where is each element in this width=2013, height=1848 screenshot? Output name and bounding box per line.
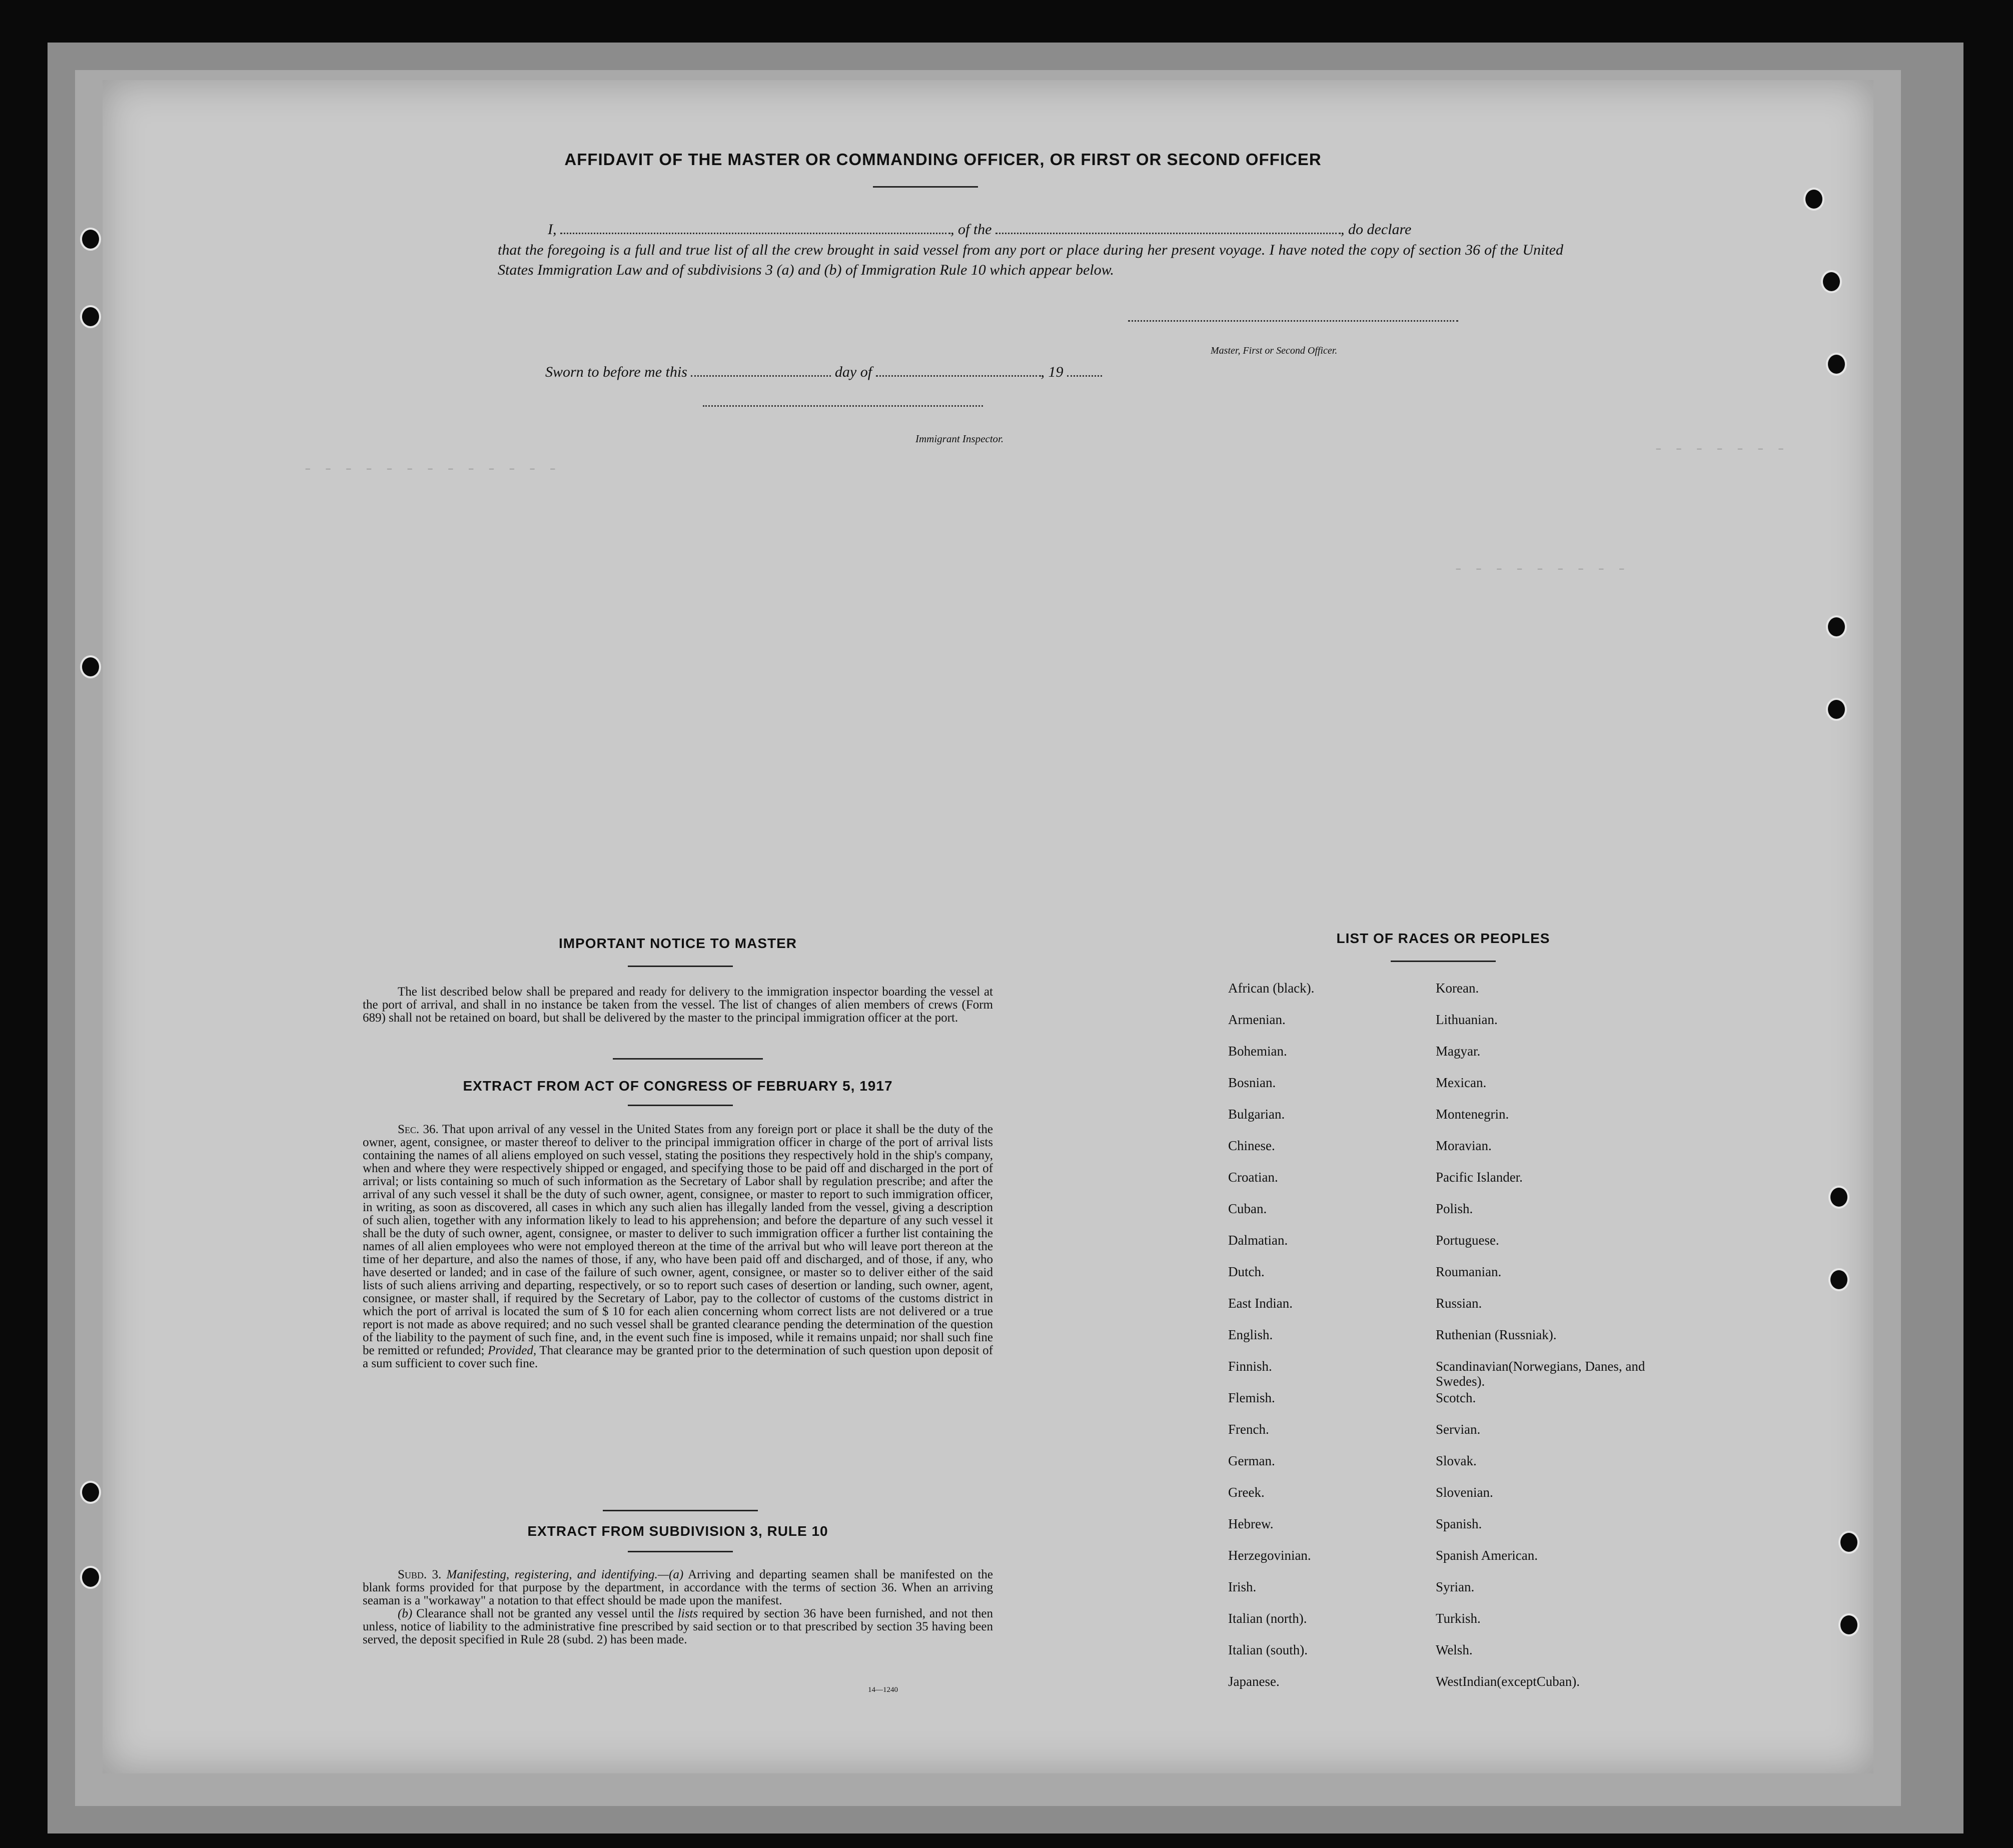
clause-b-lists: lists bbox=[677, 1607, 698, 1620]
race-item: Moravian. bbox=[1436, 1138, 1492, 1153]
race-item: Armenian. bbox=[1228, 1012, 1286, 1027]
clause-b-text-2: required by section 36 have been furnished, and not then unless, notice of liability to the administrative fine prescribed by said section or to that prescribed by section 35 having been served, the deposit specified in Rule 28 (subd. 2) has been made. bbox=[363, 1607, 993, 1646]
binder-hole bbox=[1803, 188, 1824, 211]
binder-hole bbox=[1838, 1613, 1859, 1636]
race-item: Chinese. bbox=[1228, 1138, 1275, 1153]
label-of-the: , of the bbox=[950, 221, 992, 238]
race-item: Bohemian. bbox=[1228, 1044, 1287, 1059]
rule-text bbox=[363, 1568, 993, 1646]
binder-hole bbox=[80, 1566, 101, 1589]
divider bbox=[873, 186, 978, 188]
section-36-text: That upon arrival of any vessel in the United States from any foreign port or place it shall be the duty of the owner, agent, consignee, or master thereof to deliver to the principal immigration officer in charge of the port of arrival lists containing the names of all aliens employed on such vessel, stating the positions they respectively hold in the ship's company, when and where they were respectively shipped or engaged, and specifying those to be paid off and discharged in the port of arrival; or lists containing so much of such information as the Secretary of Labor shall by regulation prescribe; and after the arrival of any such vessel it shall be the duty of such owner, agent, consignee, or master to report to such immigration officer, in writing, as soon as discovered, all cases in which any such alien has illegally landed from the vessel, giving a description of such alien, together with any information likely to lead to his apprehension; and before the departure of any such vessel it shall be the duty of such owner, agent, consignee, or master to deliver to such immigration officer a further list containing the names of all alien employees who were not employed thereon at the time of the arrival but who will leave port thereon at the time of her departure, and also the names of those, if any, who have been paid off and discharged, and of those, if any, who have deserted or landed; and in case of the failure of such owner, agent, consignee, or master so to deliver either of the said lists of such aliens arriving and departing, respectively, or so to report such cases of desertion or landing, such owner, agent, consignee, or master shall, if required by the Secretary of Labor, pay to the collector of customs of the customs district in which the port of arrival is located the sum of $ 10 for each alien concerning whom correct lists are not delivered or a true report is not made as above required; and no such vessel shall be granted clearance pending the determination of the question of the liability to the payment of such fine, and, in the event such fine is imposed, while it remains unpaid; nor shall such fine be remitted or refunded; bbox=[363, 1123, 993, 1357]
divider bbox=[603, 1510, 758, 1511]
race-item: Cuban. bbox=[1228, 1201, 1267, 1216]
race-item: Scandinavian(Norwegians, Danes, and Swedes). bbox=[1436, 1359, 1645, 1389]
race-item: Irish. bbox=[1228, 1579, 1257, 1594]
clause-a-text: Arriving and departing seamen shall be manifested on the blank forms provided for that purpose by the department, in accordance with the terms of section 36. When an arriving seaman is a "workaway" a notation to that effect should be made upon the manifest. bbox=[363, 1568, 993, 1607]
race-item: Herzegovinian. bbox=[1228, 1548, 1311, 1563]
name-field[interactable] bbox=[560, 218, 950, 234]
race-item: German. bbox=[1228, 1453, 1275, 1468]
race-item: Magyar. bbox=[1436, 1044, 1481, 1059]
binder-hole bbox=[1838, 1531, 1859, 1554]
race-item: Dalmatian. bbox=[1228, 1233, 1288, 1248]
binder-hole bbox=[1826, 698, 1847, 721]
divider bbox=[628, 1551, 733, 1552]
binder-hole bbox=[1821, 270, 1842, 293]
race-item: Portuguese. bbox=[1436, 1233, 1499, 1248]
race-item: Hebrew. bbox=[1228, 1516, 1274, 1531]
race-item: Dutch. bbox=[1228, 1264, 1265, 1279]
manifest-page bbox=[103, 80, 1873, 1773]
race-item: East Indian. bbox=[1228, 1296, 1293, 1311]
race-item: Greek. bbox=[1228, 1485, 1265, 1500]
act-title: EXTRACT FROM ACT OF CONGRESS OF FEBRUARY 5, 1917 bbox=[463, 1078, 893, 1094]
race-item: Roumanian. bbox=[1436, 1264, 1502, 1279]
race-item: Welsh. bbox=[1436, 1642, 1473, 1657]
races-right-column bbox=[1436, 981, 1646, 1705]
clause-b-text: Clearance shall not be granted any vessel until the bbox=[416, 1607, 674, 1620]
sworn-label: Sworn to before me this bbox=[545, 364, 687, 380]
notice-paragraph: The list described below shall be prepared and ready for delivery to the immigration inspector boarding the vessel at the port of arrival, and shall in no instance be taken from the vessel. The list of changes of alien members of crews (Form 689) shall not be retained on board, but shall be delivered by the master to the principal immigration officer at the port. bbox=[363, 985, 993, 1025]
race-item: Croatian. bbox=[1228, 1170, 1278, 1185]
race-item: Ruthenian (Russniak). bbox=[1436, 1327, 1557, 1342]
race-item: Japanese. bbox=[1228, 1674, 1280, 1689]
affidavit-body: that the foregoing is a full and true list of all the crew brought in said vessel from any port or place during her present voyage. I have noted the copy of section 36 of the United States Immigration Law and of subdivisions 3 (a) and (b) of Immigration Rule 10 which appear below. bbox=[498, 242, 1563, 278]
binder-hole bbox=[80, 305, 101, 328]
inspector-signature-label: Immigrant Inspector. bbox=[915, 433, 1004, 445]
race-item: Flemish. bbox=[1228, 1390, 1275, 1405]
binder-hole bbox=[80, 1481, 101, 1504]
divider bbox=[613, 1058, 763, 1060]
affidavit-title: AFFIDAVIT OF THE MASTER OR COMMANDING OFFICER, OR FIRST OR SECOND OFFICER bbox=[564, 150, 1322, 169]
sworn-month-field[interactable] bbox=[876, 360, 1041, 377]
act-text bbox=[363, 1123, 993, 1370]
vessel-field[interactable] bbox=[995, 218, 1341, 234]
divider bbox=[628, 1105, 733, 1106]
race-item: Syrian. bbox=[1436, 1579, 1475, 1594]
race-item: Slovak. bbox=[1436, 1453, 1477, 1468]
race-item: Polish. bbox=[1436, 1201, 1473, 1216]
clause-b-label: (b) bbox=[398, 1607, 413, 1620]
binder-hole bbox=[1826, 353, 1847, 376]
binder-hole bbox=[80, 655, 101, 678]
divider bbox=[1391, 961, 1496, 962]
affidavit-declaration-line bbox=[548, 218, 1563, 238]
race-item: WestIndian(exceptCuban). bbox=[1436, 1674, 1580, 1689]
label-do-declare: , do declare bbox=[1341, 221, 1412, 238]
race-item: Mexican. bbox=[1436, 1075, 1487, 1090]
subdivision-title: Manifesting, registering, and identifying. bbox=[446, 1568, 658, 1581]
race-item: Italian (north). bbox=[1228, 1611, 1307, 1626]
year-label: , 19 bbox=[1041, 364, 1064, 380]
rule-title: EXTRACT FROM SUBDIVISION 3, RULE 10 bbox=[527, 1523, 828, 1539]
clause-a-label: —(a) bbox=[657, 1568, 684, 1581]
race-item: Korean. bbox=[1436, 981, 1479, 996]
bleed-through-text: - - - - - - - bbox=[1653, 440, 1786, 459]
day-of-label: day of bbox=[834, 364, 872, 380]
race-item: Montenegrin. bbox=[1436, 1107, 1509, 1122]
race-item: Pacific Islander. bbox=[1436, 1170, 1523, 1185]
binder-hole bbox=[1826, 615, 1847, 638]
provided-label: Provided, bbox=[488, 1344, 537, 1357]
provided-text: That clearance may be granted prior to the determination of such question upon deposit of a sum sufficient to cover such fine. bbox=[363, 1344, 993, 1370]
divider bbox=[628, 966, 733, 967]
race-item: Slovenian. bbox=[1436, 1485, 1493, 1500]
race-item: Lithuanian. bbox=[1436, 1012, 1498, 1027]
bleed-through-text: - - - - - - - - - - - - - bbox=[303, 460, 558, 479]
bleed-through-text: - - - - - - - - - bbox=[1453, 560, 1627, 579]
race-item: Turkish. bbox=[1436, 1611, 1481, 1626]
races-left-column bbox=[1228, 981, 1418, 1705]
form-number: 14—1240 bbox=[868, 1686, 898, 1694]
race-item: Scotch. bbox=[1436, 1390, 1476, 1405]
race-item: Servian. bbox=[1436, 1422, 1481, 1437]
race-item: Spanish. bbox=[1436, 1516, 1482, 1531]
notice-title: IMPORTANT NOTICE TO MASTER bbox=[558, 936, 797, 951]
race-item: Bulgarian. bbox=[1228, 1107, 1285, 1122]
race-item: Spanish American. bbox=[1436, 1548, 1538, 1563]
section-label: Sec. 36. bbox=[398, 1123, 439, 1136]
races-title: LIST OF RACES OR PEOPLES bbox=[1336, 931, 1550, 946]
race-item: Russian. bbox=[1436, 1296, 1482, 1311]
race-item: French. bbox=[1228, 1422, 1269, 1437]
master-signature-label: Master, First or Second Officer. bbox=[1211, 345, 1338, 356]
label-i: I, bbox=[548, 221, 557, 238]
race-item: African (black). bbox=[1228, 981, 1315, 996]
race-item: Bosnian. bbox=[1228, 1075, 1276, 1090]
sworn-line bbox=[545, 360, 1102, 381]
race-item: Italian (south). bbox=[1228, 1642, 1308, 1657]
binder-hole bbox=[1828, 1268, 1849, 1291]
race-item: English. bbox=[1228, 1327, 1273, 1342]
subdivision-label: Subd. 3. bbox=[398, 1568, 442, 1581]
master-signature-field[interactable] bbox=[1128, 320, 1458, 322]
race-item: Finnish. bbox=[1228, 1359, 1272, 1374]
notice-text bbox=[363, 986, 993, 1025]
binder-hole bbox=[1828, 1186, 1849, 1209]
binder-hole bbox=[80, 228, 101, 251]
sworn-date-field[interactable] bbox=[691, 360, 831, 377]
inspector-signature-field[interactable] bbox=[703, 405, 983, 407]
sworn-year-field[interactable] bbox=[1067, 360, 1102, 377]
